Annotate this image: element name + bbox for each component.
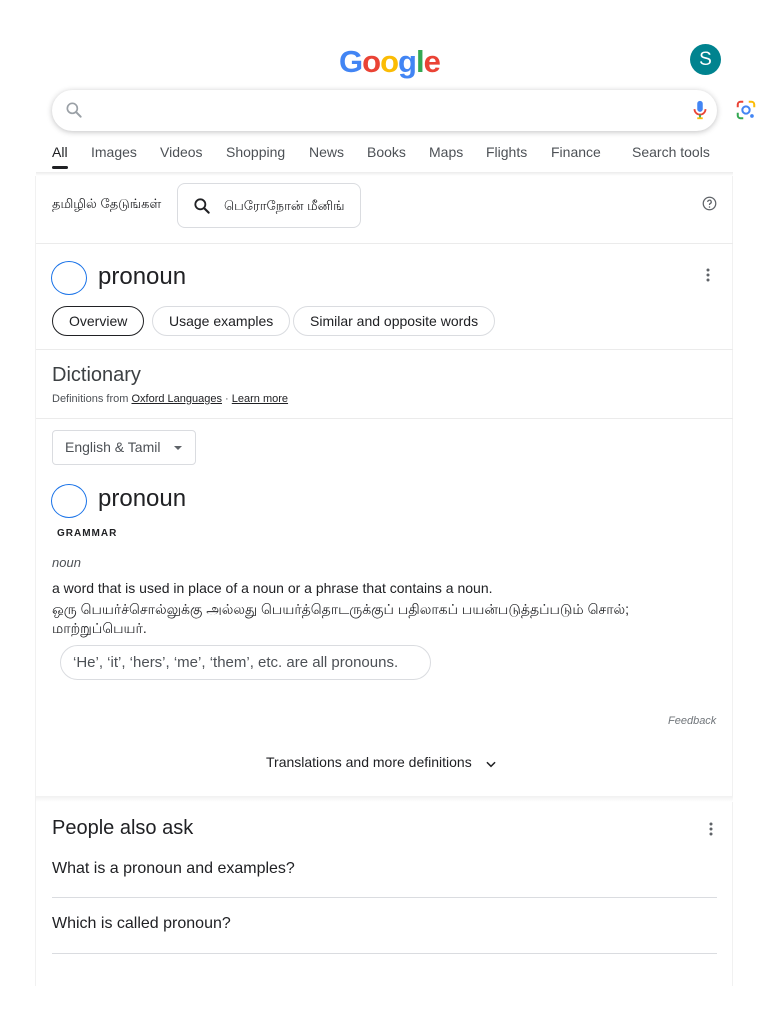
card-border-right (732, 176, 733, 986)
tab-shopping[interactable]: Shopping (226, 144, 286, 160)
tamil-search-label: தமிழில் தேடுங்கள் (52, 196, 162, 211)
learn-more-link[interactable]: Learn more (231, 393, 289, 405)
entity-title: pronoun (98, 263, 187, 290)
search-icon[interactable] (64, 100, 84, 125)
chevron-down-icon (484, 757, 498, 771)
tab-images[interactable]: Images (91, 144, 137, 160)
logo-letter: g (398, 44, 416, 79)
logo-letter: o (380, 44, 398, 79)
chevron-down-icon (174, 446, 182, 450)
tab-flights[interactable]: Flights (486, 144, 528, 160)
part-of-speech: noun (52, 555, 81, 570)
search-tools-button[interactable]: Search tools (632, 144, 710, 160)
paa-question[interactable]: Which is called pronoun? (52, 915, 231, 932)
google-lens-icon[interactable] (735, 99, 757, 126)
tamil-search-chip-text: பெரோநோன் மீனிங் (224, 198, 345, 213)
feedback-link[interactable]: Feedback (668, 715, 717, 727)
chip-usage-examples[interactable]: Usage examples (152, 306, 290, 336)
logo-letter: l (415, 44, 424, 79)
logo-letter: G (339, 44, 363, 79)
section-divider (36, 796, 733, 802)
pronunciation-icon[interactable] (51, 484, 87, 518)
tab-all[interactable]: All (52, 144, 68, 160)
entity-thumbnail (51, 261, 87, 295)
tamil-search-chip[interactable] (177, 183, 361, 228)
usage-example: ‘He’, ‘it’, ‘hers’, ‘me’, ‘them’, etc. are all pronouns. (60, 645, 431, 680)
separator: · (222, 393, 232, 405)
account-avatar[interactable]: S (690, 44, 721, 75)
tab-maps[interactable]: Maps (429, 144, 464, 160)
divider (36, 418, 733, 419)
microphone-icon[interactable] (689, 99, 711, 126)
paa-divider (52, 897, 717, 898)
headword: pronoun (98, 485, 187, 512)
search-box (52, 90, 717, 131)
language-select[interactable] (52, 430, 196, 465)
paa-divider (52, 953, 717, 954)
divider (36, 243, 733, 244)
more-options-icon[interactable] (704, 820, 718, 843)
google-logo[interactable] (339, 44, 440, 80)
help-icon[interactable] (702, 196, 717, 216)
search-tabs (0, 144, 768, 174)
search-icon (192, 196, 212, 221)
paa-question[interactable]: What is a pronoun and examples? (52, 860, 295, 877)
tabs-divider (36, 172, 733, 176)
logo-letter: e (423, 44, 440, 79)
definition-tamil: ஒரு பெயர்ச்சொல்லுக்கு அல்லது பெயர்த்தொடருக்குப் பதிலாகப் பயன்படுத்தப்படும் சொல்; மாற்றுப்பெயர். (52, 601, 630, 636)
chip-similar-opposite[interactable]: Similar and opposite words (293, 306, 495, 336)
dictionary-heading: Dictionary (52, 364, 141, 386)
more-definitions-button[interactable] (266, 754, 472, 770)
logo-letter: o (362, 44, 381, 79)
tab-videos[interactable]: Videos (160, 144, 203, 160)
definitions-from-text: Definitions from (52, 393, 132, 405)
people-also-ask-heading: People also ask (52, 817, 194, 839)
more-options-icon[interactable] (701, 266, 715, 289)
chip-overview[interactable]: Overview (52, 306, 144, 336)
more-definitions-label: Translations and more definitions (266, 754, 472, 770)
definition-english: a word that is used in place of a noun or a phrase that contains a noun. (52, 580, 493, 596)
card-border-left (35, 176, 36, 986)
grammar-label[interactable]: GRAMMAR (57, 528, 118, 539)
language-select-value: English & Tamil (65, 439, 161, 455)
definitions-source (52, 393, 288, 405)
divider (36, 349, 733, 350)
oxford-languages-link[interactable]: Oxford Languages (131, 393, 222, 405)
tab-finance[interactable]: Finance (551, 144, 601, 160)
search-input[interactable] (96, 98, 666, 122)
tab-books[interactable]: Books (367, 144, 406, 160)
tab-news[interactable]: News (309, 144, 345, 160)
